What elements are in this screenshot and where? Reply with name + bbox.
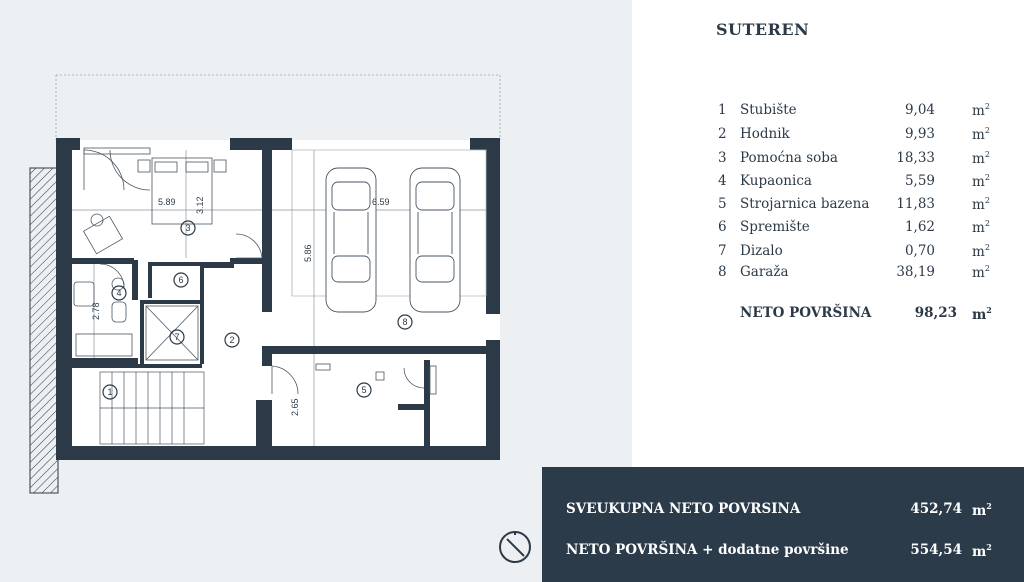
room-marker-label: 2 — [229, 335, 235, 345]
room-marker-label: 5 — [361, 385, 367, 395]
summary-label: NETO POVRŠINA + dodatne površine — [566, 542, 849, 558]
room-area: 1,62 — [904, 219, 935, 235]
room-name: Spremište — [740, 219, 810, 235]
summary-box — [542, 467, 1024, 582]
total-label: NETO POVRŠINA — [740, 305, 872, 321]
room-number: 1 — [718, 102, 727, 118]
terrace-outline — [56, 75, 500, 140]
summary-unit: $m^2$ — [972, 542, 992, 560]
room-number: 3 — [718, 150, 727, 166]
room-number: 6 — [718, 219, 727, 235]
summary-value: 452,74 — [910, 501, 962, 517]
room-area: 18,33 — [896, 150, 935, 166]
total-unit: $m^2$ — [972, 305, 992, 323]
total-area: 98,23 — [914, 305, 957, 321]
room-marker-label: 6 — [178, 275, 184, 285]
room-unit: $m^2$ — [972, 173, 990, 190]
room-number: 2 — [718, 126, 727, 142]
room-name: Dizalo — [740, 243, 783, 259]
summary-unit: $m^2$ — [972, 501, 992, 519]
room-number: 8 — [718, 264, 727, 280]
dim-bedroom-depth: 3.12 — [195, 196, 205, 214]
room-name: Garaža — [740, 264, 789, 280]
room-area: 5,59 — [904, 173, 935, 189]
room-name: Pomoćna soba — [740, 150, 838, 166]
summary-row — [566, 501, 998, 521]
summary-value: 554,54 — [910, 542, 962, 558]
room-unit: $m^2$ — [972, 219, 990, 236]
room-unit: $m^2$ — [972, 264, 990, 281]
room-marker-label: 4 — [116, 288, 122, 298]
room-row — [718, 196, 993, 216]
room-area: 0,70 — [904, 243, 935, 259]
room-unit: $m^2$ — [972, 243, 990, 260]
room-area: 11,83 — [896, 196, 935, 212]
room-marker-label: 3 — [185, 223, 191, 233]
dim-garage-depth: 5.86 — [303, 244, 313, 262]
room-name: Kupaonica — [740, 173, 812, 189]
room-row — [718, 243, 993, 263]
room-unit: $m^2$ — [972, 126, 990, 143]
room-unit: $m^2$ — [972, 150, 990, 167]
room-marker-label: 1 — [107, 387, 113, 397]
room-row — [718, 102, 993, 122]
room-number: 7 — [718, 243, 727, 259]
room-name: Hodnik — [740, 126, 790, 142]
dim-bedroom-width: 5.89 — [158, 197, 176, 207]
room-unit: $m^2$ — [972, 102, 990, 119]
room-area: 9,93 — [904, 126, 935, 142]
room-row — [718, 219, 993, 239]
dim-bathroom-depth: 2.78 — [91, 302, 101, 320]
dim-machine-room-depth: 2.65 — [290, 398, 300, 416]
terrain-hatch — [30, 168, 58, 493]
room-row — [718, 126, 993, 146]
dim-garage-width: 6.59 — [372, 197, 390, 207]
room-name: Stubište — [740, 102, 797, 118]
room-number: 4 — [718, 173, 727, 189]
room-marker-label: 8 — [402, 317, 408, 327]
room-area: 9,04 — [904, 102, 935, 118]
room-row — [718, 150, 993, 170]
room-area: 38,19 — [896, 264, 935, 280]
summary-label: SVEUKUPNA NETO POVRSINA — [566, 501, 801, 517]
room-unit: $m^2$ — [972, 196, 990, 213]
floor-title: SUTEREN — [716, 20, 810, 39]
summary-row — [566, 542, 998, 562]
room-name: Strojarnica bazena — [740, 196, 870, 212]
room-row — [718, 264, 993, 284]
total-row — [740, 305, 993, 325]
room-number: 5 — [718, 196, 727, 212]
room-marker-label: 7 — [174, 332, 180, 342]
north-arrow-icon — [497, 529, 533, 565]
room-row — [718, 173, 993, 193]
